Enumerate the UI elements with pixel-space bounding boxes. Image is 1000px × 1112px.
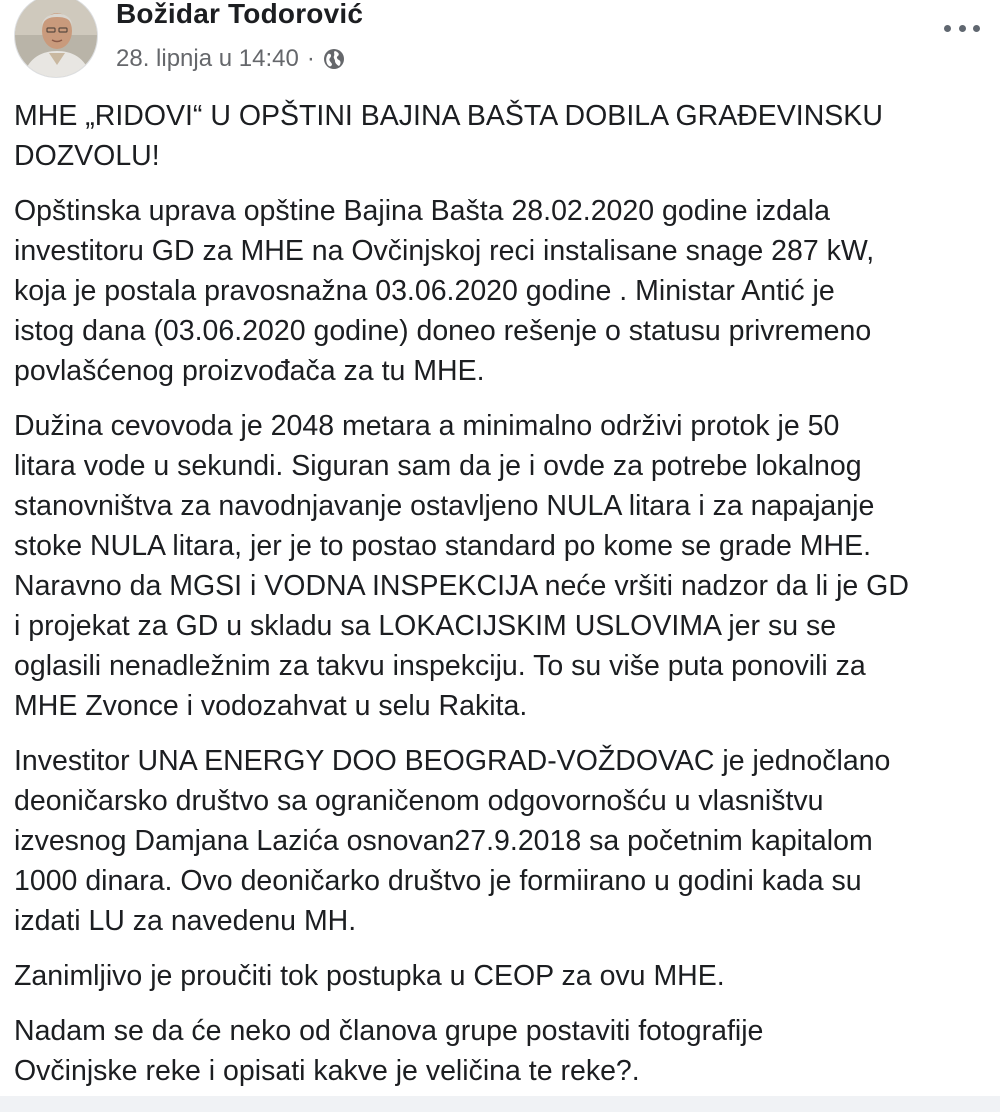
text-line: Investitor UNA ENERGY DOO BEOGRAD-VOŽDOVAC je jednočlano: [14, 745, 891, 777]
text-line: i projekat za GD u skladu sa LOKACIJSKIM USLOVIMA jer su se: [14, 610, 837, 642]
more-dot: [973, 25, 980, 32]
meta-separator: ·: [306, 45, 315, 72]
paragraph-5: [14, 1011, 1000, 1091]
feed-background: [0, 1096, 1000, 1112]
text-line: stoke NULA litara, jer je to postao standard po kome se grade MHE.: [14, 530, 872, 562]
text-line: Naravno da MGSI i VODNA INSPEKCIJA neće vršiti nadzor da li je GD: [14, 570, 909, 602]
author-avatar[interactable]: [14, 0, 98, 78]
text-line: izdati LU za navedenu MH.: [14, 905, 357, 937]
text-line: istog dana (03.06.2020 godine) doneo rešenje o statusu privremeno: [14, 315, 872, 347]
text-line: Dužina cevovoda je 2048 metara a minimalno održivi protok je 50: [14, 410, 840, 442]
text-line: investitoru GD za MHE na Ovčinjskoj reci instalisane snage 287 kW,: [14, 235, 875, 267]
text-line: koja je postala pravosnažna 03.06.2020 godine . Ministar Antić je: [14, 275, 835, 307]
text-line: 1000 dinara. Ovo deoničarko društvo je formiirano u godini kada su: [14, 865, 862, 897]
more-options-icon[interactable]: [944, 16, 980, 40]
more-dot: [959, 25, 966, 32]
text-line: Ovčinjske reke i opisati kakve je veličina te reke?.: [14, 1055, 640, 1087]
paragraph-1: [14, 191, 1000, 391]
text-line: povlašćenog proizvođača za tu MHE.: [14, 355, 485, 387]
avatar-photo-icon: [15, 0, 98, 78]
text-line: stanovništva za navodnjavanje ostavljeno NULA litara i za napajanje: [14, 490, 875, 522]
post-body: [14, 96, 1000, 1106]
more-dot: [944, 25, 951, 32]
author-name[interactable]: Božidar Todorović: [116, 0, 364, 29]
paragraph-4: [14, 956, 1000, 996]
post-header: [0, 0, 1000, 86]
text-line: Nadam se da će neko od članova grupe postaviti fotografije: [14, 1015, 764, 1047]
text-line: deoničarsko društvo sa ograničenom odgovornošću u vlasništvu: [14, 785, 824, 817]
paragraph-3: [14, 741, 1000, 941]
globe-icon[interactable]: [323, 48, 345, 70]
text-line: Zanimljivo je proučiti tok postupka u CEOP za ovu MHE.: [14, 960, 725, 992]
text-line: oglasili nenadležnim za takvu inspekciju. To su više puta ponovili za: [14, 650, 866, 682]
text-line: Opštinska uprava opštine Bajina Bašta 28.02.2020 godine izdala: [14, 195, 830, 227]
text-line: MHE Zvonce i vodozahvat u selu Rakita.: [14, 690, 528, 722]
post-date[interactable]: 28. lipnja u 14:40: [116, 45, 299, 72]
post-meta: [116, 45, 345, 73]
text-line: MHE „RIDOVI“ U OPŠTINI BAJINA BAŠTA DOBILA GRAĐEVINSKU: [14, 100, 883, 132]
text-line: litara vode u sekundi. Siguran sam da je i ovde za potrebe lokalnog: [14, 450, 862, 482]
post-title: [14, 96, 1000, 176]
paragraph-2: [14, 406, 1000, 726]
text-line: DOZVOLU!: [14, 140, 160, 172]
text-line: izvesnog Damjana Lazića osnovan27.9.2018 sa početnim kapitalom: [14, 825, 873, 857]
